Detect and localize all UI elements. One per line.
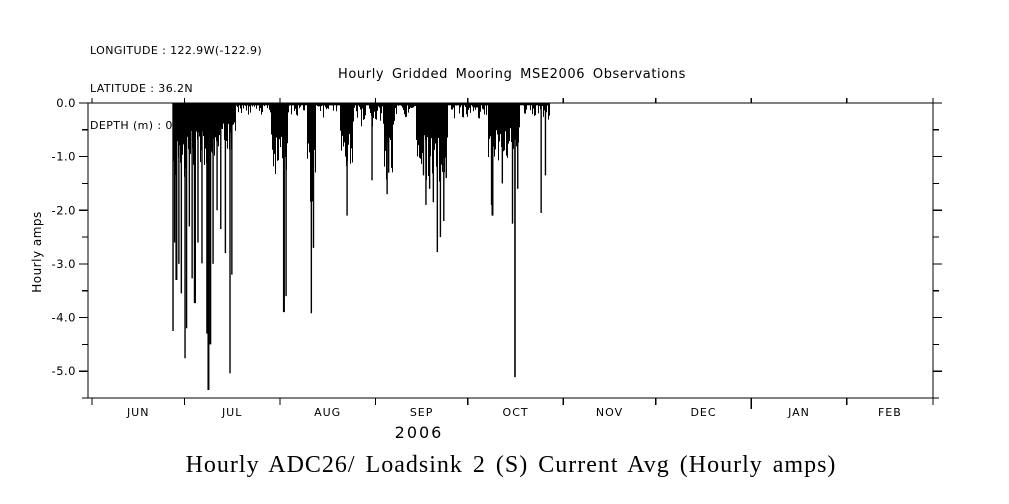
- x-month-label: NOV: [595, 406, 624, 419]
- depth-line: DEPTH (m) : 0: [90, 119, 173, 132]
- y-axis-title: Hourly amps: [30, 211, 44, 293]
- x-month-label: DEC: [690, 406, 717, 419]
- y-tick-label: -2.0: [51, 203, 76, 218]
- bottom-caption: Hourly ADC26/ Loadsink 2 (S) Current Avg (Hourly amps): [185, 452, 837, 478]
- x-month-label: SEP: [409, 406, 434, 419]
- y-tick-label: -5.0: [51, 364, 76, 379]
- x-month-label: OCT: [502, 406, 529, 419]
- latitude-line: LATITUDE : 36.2N: [90, 81, 194, 95]
- x-month-label: FEB: [877, 406, 902, 419]
- x-month-label: JAN: [788, 406, 810, 419]
- y-tick-label: -1.0: [51, 149, 76, 164]
- y-tick-label: 0.0: [56, 96, 76, 110]
- y-tick-label: -4.0: [51, 310, 76, 325]
- x-year-label: 2006: [394, 423, 444, 442]
- x-month-label: JUL: [221, 406, 243, 419]
- y-tick-label: -3.0: [51, 256, 76, 271]
- x-month-label: AUG: [314, 406, 342, 419]
- chart-title: Hourly Gridded Mooring MSE2006 Observations: [337, 67, 687, 82]
- longitude-line: LONGITUDE : 122.9W(-122.9): [90, 44, 263, 57]
- data-series: [173, 104, 550, 390]
- x-month-label: JUN: [126, 406, 150, 419]
